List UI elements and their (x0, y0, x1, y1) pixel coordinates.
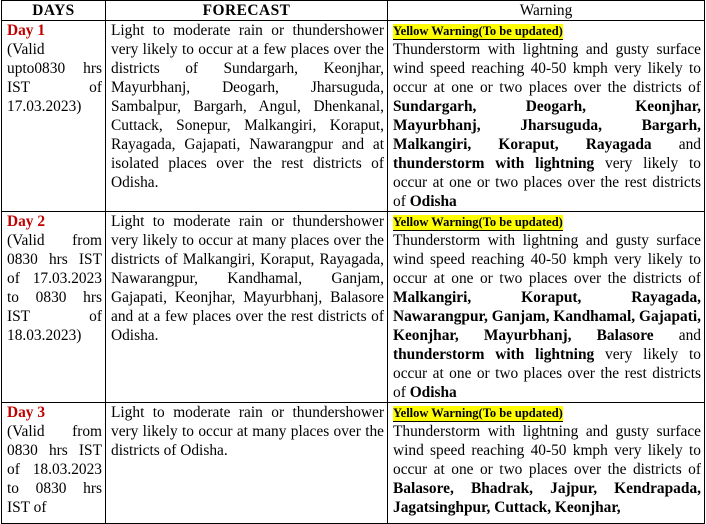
warning-text: and (678, 136, 701, 153)
validity-text: (Valid from 0830 hrs IST of 17.03.2023 to 0830 hrs IST of 18.03.2023) (7, 232, 102, 344)
validity-text: (Valid upto0830 hrs IST of 17.03.2023) (7, 41, 102, 115)
forecast-cell: Light to moderate rain or thundershower very likely to occur at many places over the districts of Odisha. (106, 403, 388, 524)
warning-emphasis: thunderstorm with lightning (393, 346, 595, 363)
warning-text: Thunderstorm with lightning and gusty surface wind speed reaching 40-50 kmph very likely to occur at one or two places over the districts of (393, 232, 701, 287)
warning-districts: Malkangiri, Koraput, Rayagada, Nawarangpur, Ganjam, Kandhamal, Gajapati, Keonjhar, Mayurbhanj, Balasore (393, 289, 701, 344)
days-header: DAYS (2, 1, 106, 21)
day-cell (2, 403, 106, 524)
warning-text: and (678, 327, 701, 344)
warning-cell (388, 212, 705, 403)
table-row (2, 212, 705, 403)
warning-state: Odisha (409, 193, 457, 210)
warning-text: very likely to occur at one or two places over the rest districts of (393, 155, 701, 210)
day-label: Day 3 (7, 404, 46, 421)
forecast-cell: Light to moderate rain or thundershower very likely to occur at many places over the districts of Malkangiri, Koraput, Rayagada, Nawarangpur, Kandhamal, Ganjam, Gajapati, Keonjhar, Mayurbhanj, Balasore and at a few places over the rest districts of Odisha. (106, 212, 388, 403)
warning-emphasis: thunderstorm with lightning (393, 155, 595, 172)
forecast-cell: Light to moderate rain or thundershower very likely to occur at a few places over the districts of Sundargarh, Keonjhar, Mayurbhanj, Deogarh, Jharsuguda, Sambalpur, Bargarh, Angul, Dhenkanal, Cuttack, Sonepur, Malkangiri, Koraput, Rayagada, Gajapati, Nawarangpur and at isolated places over the rest districts of Odisha. (106, 21, 388, 212)
table-row (2, 403, 705, 524)
forecast-table (1, 0, 705, 524)
day-cell (2, 212, 106, 403)
warning-districts: Sundargarh, Deogarh, Keonjhar, Mayurbhanj, Jharsuguda, Bargarh, Malkangiri, Koraput, Rayagada (393, 98, 701, 153)
day-label: Day 1 (7, 22, 46, 39)
warning-cell (388, 21, 705, 212)
yellow-warning-badge: Yellow Warning(To be updated) (393, 406, 563, 420)
warning-text: Thunderstorm with lightning and gusty surface wind speed reaching 40-50 kmph very likely to occur at one or two places over the districts of (393, 41, 701, 96)
day-label: Day 2 (7, 213, 46, 230)
warning-state: Odisha (409, 384, 457, 401)
yellow-warning-badge: Yellow Warning(To be updated) (393, 24, 563, 38)
warning-cell (388, 403, 705, 524)
table-row (2, 21, 705, 212)
day-cell (2, 21, 106, 212)
warning-text: very likely to occur at one or two places over the rest districts of (393, 346, 701, 401)
yellow-warning-badge: Yellow Warning(To be updated) (393, 215, 563, 229)
warning-text: Thunderstorm with lightning and gusty surface wind speed reaching 40-50 kmph very likely to occur at one or two places over the districts of (393, 423, 701, 478)
validity-text: (Valid from 0830 hrs IST of 18.03.2023 to 0830 hrs IST of (7, 423, 102, 516)
header-row (2, 1, 705, 21)
forecast-header: FORECAST (106, 1, 388, 21)
warning-districts: Balasore, Bhadrak, Jajpur, Kendrapada, Jagatsinghpur, Cuttack, Keonjhar, (393, 480, 701, 516)
warning-header: Warning (388, 1, 705, 21)
